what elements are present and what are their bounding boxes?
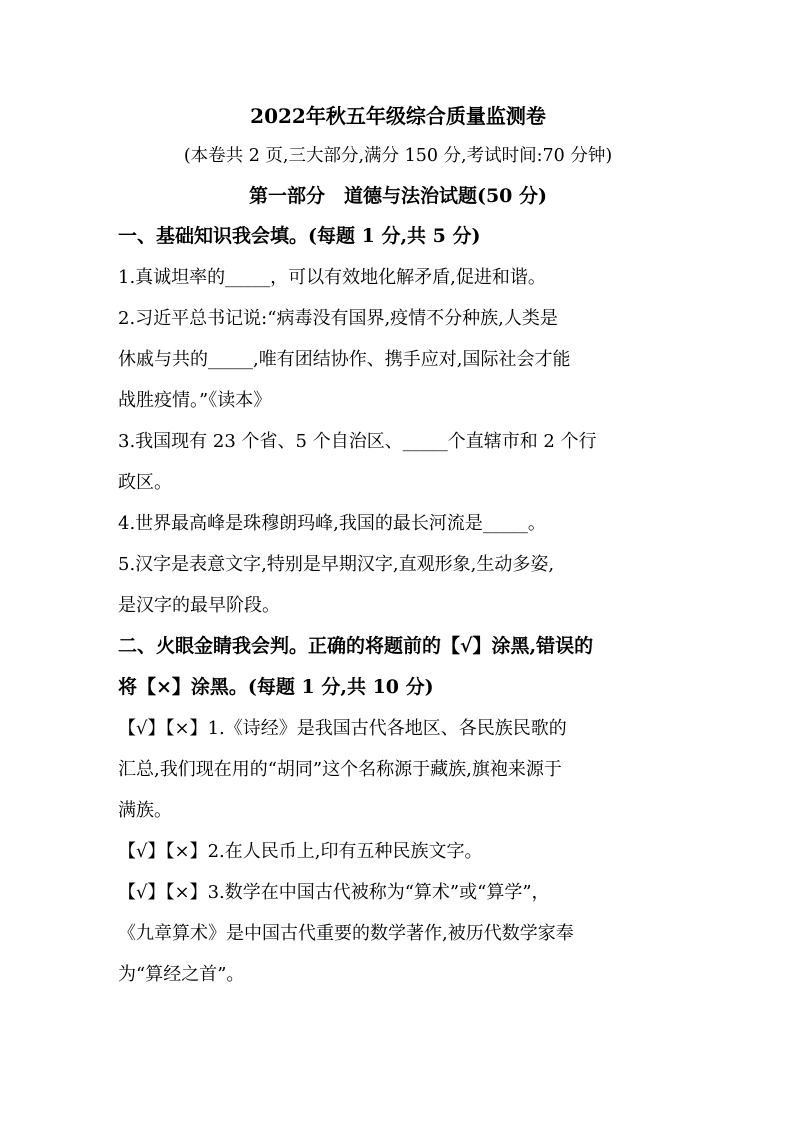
question-4	[118, 503, 678, 544]
question-line: 1.真诚坦率的_____，可以有效地化解矛盾,促进和谐。	[118, 267, 546, 288]
exam-subtitle: (本卷共 2 页,三大部分,满分 150 分,考试时间:70 分钟)	[183, 146, 613, 166]
judge-question-2	[118, 831, 678, 872]
exam-title: 2022年秋五年级综合质量监测卷	[250, 104, 546, 128]
question-line: 3.我国现有 23 个省、5 个自治区、_____个直辖市和 2 个行	[118, 431, 597, 452]
question-3	[118, 421, 678, 503]
section-heading-1: 一、基础知识我会填。(每题 1 分,共 5 分)	[118, 225, 481, 247]
judge-question-text: 3.数学在中国古代被称为“算术”或“算学”，	[207, 882, 550, 903]
judge-question-text: 2.在人民币上,印有五种民族文字。	[207, 841, 483, 862]
question-line: 是汉字的最早阶段。	[118, 595, 280, 616]
question-line: 政区。	[118, 472, 172, 493]
exam-content	[118, 96, 678, 995]
judge-question-line	[118, 708, 678, 749]
question-2	[118, 298, 678, 421]
question-1	[118, 257, 678, 298]
judge-question-line: 满族。	[118, 800, 172, 821]
judge-question-line: 汇总,我们现在用的“胡同”这个名称源于藏族,旗袍来源于	[118, 759, 562, 780]
question-line: 休戚与共的_____,唯有团结协作、携手应对,国际社会才能	[118, 349, 571, 370]
answer-marks[interactable]: 【√】【×】	[118, 882, 208, 903]
judge-question-line: 为“算经之首”。	[118, 964, 245, 985]
judge-question-line	[118, 831, 678, 872]
question-line: 4.世界最高峰是珠穆朗玛峰,我国的最长河流是_____。	[118, 513, 546, 534]
judge-question-1	[118, 708, 678, 831]
section-heading-2-line-2: 将【×】涂黑。(每题 1 分,共 10 分)	[118, 676, 434, 698]
judge-question-3	[118, 872, 678, 995]
answer-marks[interactable]: 【√】【×】	[118, 718, 208, 739]
answer-marks[interactable]: 【√】【×】	[118, 841, 208, 862]
question-line: 2.习近平总书记说:“病毒没有国界,疫情不分种族,人类是	[118, 308, 558, 329]
part-title: 第一部分 道德与法治试题(50 分)	[248, 185, 548, 207]
question-line: 5.汉字是表意文字,特别是早期汉字,直观形象,生动多姿,	[118, 554, 555, 575]
judge-question-text: 1.《诗经》是我国古代各地区、各民族民歌的	[207, 718, 567, 739]
section-heading-2-line-1: 二、火眼金睛我会判。正确的将题前的【√】涂黑,错误的	[118, 635, 594, 657]
judge-question-line	[118, 872, 678, 913]
question-line: 战胜疫情。”《读本》	[118, 390, 272, 411]
judge-question-line: 《九章算术》是中国古代重要的数学著作,被历代数学家奉	[118, 923, 574, 944]
question-5	[118, 544, 678, 626]
